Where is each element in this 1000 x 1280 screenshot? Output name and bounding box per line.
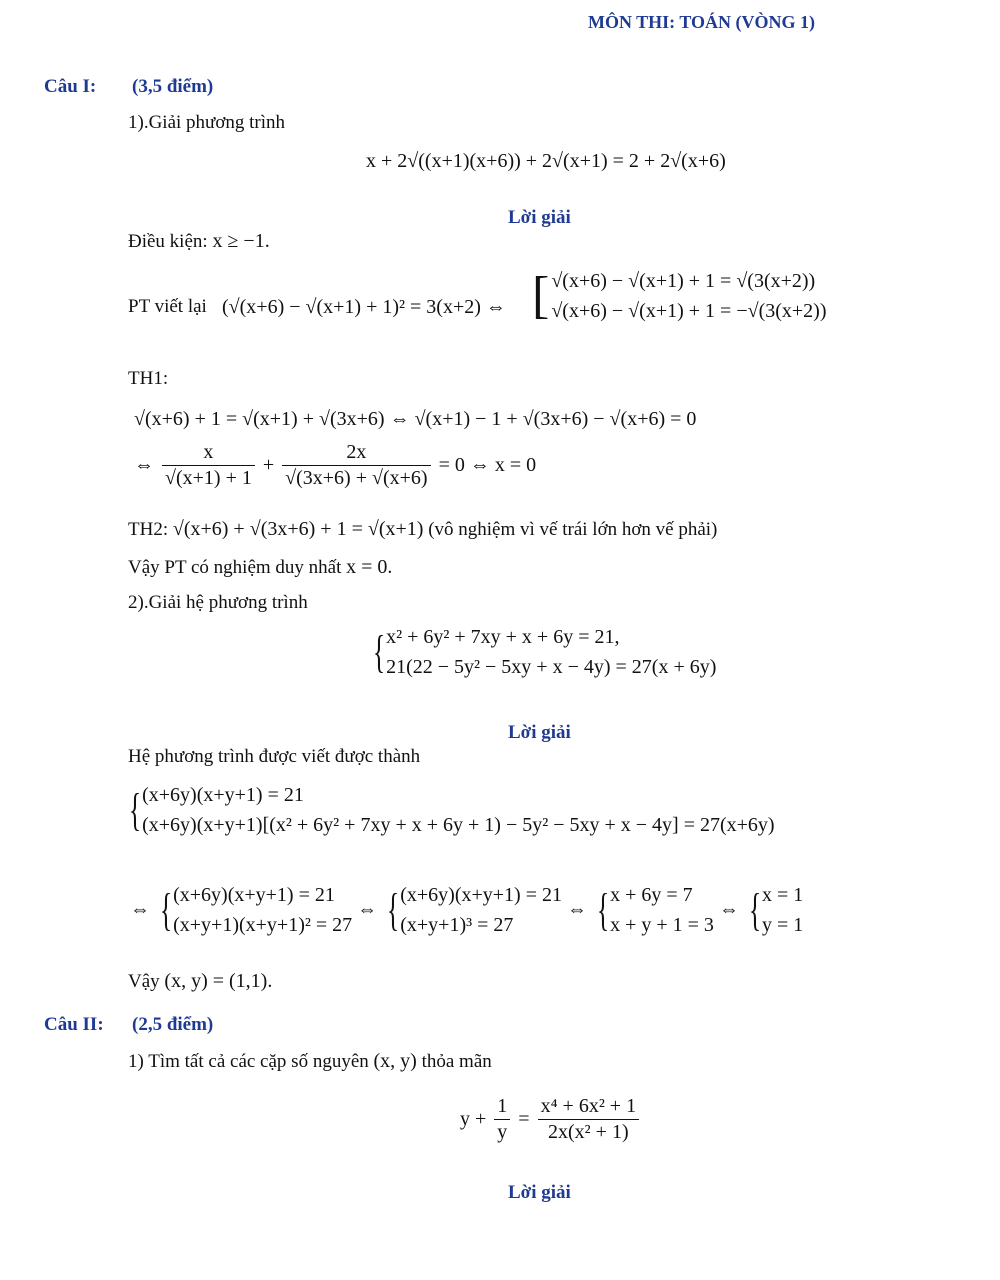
system-b: { (x+6y)(x+y+1) = 21 (x+y+1)(x+y+1)² = 27: [155, 880, 352, 940]
case-split: [532, 266, 827, 326]
solution-heading: Lời giải: [508, 207, 571, 228]
system-c-eq-1: (x+6y)(x+y+1) = 21: [400, 884, 562, 906]
fraction-denominator: y: [497, 1121, 508, 1143]
fraction-denominator: √(x+1) + 1: [165, 467, 252, 489]
fraction-numerator: x⁴ + 6x² + 1: [538, 1094, 640, 1120]
rewrite-2-text: Hệ phương trình được viết được thành: [128, 746, 421, 767]
left-brace: {: [372, 626, 386, 677]
q2-fraction-2: [538, 1094, 640, 1145]
fraction-numerator: 1: [494, 1094, 510, 1120]
system-a-eq-2: (x+6y)(x+y+1)[(x² + 6y² + 7xy + x + 6y + 1) − 5y² − 5xy + x − 4y] = 27(x+6y): [142, 814, 775, 836]
rewrite-equation: (√(x+6) − √(x+1) + 1)² = 3(x+2) ⇔: [222, 296, 506, 318]
system-d-eq-1: x + 6y = 7: [610, 884, 693, 906]
system-e-eq-2: y = 1: [762, 914, 804, 936]
conclusion-2-math: (x, y) = (1,1).: [164, 970, 273, 992]
fraction-numerator: 2x: [282, 440, 430, 466]
question-1-points: (3,5 điểm): [132, 76, 214, 97]
system-e-eq-1: x = 1: [762, 884, 804, 906]
conclusion-2: [128, 970, 272, 993]
condition-text: Điều kiện:: [128, 231, 208, 252]
fraction-denominator: 2x(x² + 1): [548, 1121, 629, 1143]
system-c: { (x+6y)(x+y+1) = 21 (x+y+1)³ = 27: [382, 880, 562, 940]
th1-line1: √(x+6) + 1 = √(x+1) + √(3x+6) ⇔ √(x+1) − 1 + √(3x+6) − √(x+6) = 0: [134, 408, 697, 430]
condition-math: x ≥ −1.: [212, 230, 270, 252]
th1-result: = 0 ⇔ x = 0: [438, 454, 537, 476]
q2-part-1-title: [128, 1050, 492, 1073]
conclusion-1-text: Vậy PT có nghiệm duy nhất: [128, 557, 342, 578]
th1-label: TH1:: [128, 368, 169, 389]
case-b: √(x+6) − √(x+1) + 1 = −√(3(x+2)): [551, 300, 827, 322]
system-eq-2: 21(22 − 5y² − 5xy + x − 4y) = 27(x + 6y): [386, 656, 717, 678]
q2-title-a: 1) Tìm tất cả các cặp số nguyên: [128, 1051, 369, 1072]
part-1-title: 1).Giải phương trình: [128, 112, 286, 133]
system-b-eq-1: (x+6y)(x+y+1) = 21: [173, 884, 335, 906]
th1-fraction-2: [282, 440, 430, 491]
question-2-label: Câu II:: [44, 1014, 104, 1035]
th2-equation: √(x+6) + √(3x+6) + 1 = √(x+1): [172, 518, 424, 540]
th1-line2: ⇔ $\frac{x}{√(x+1) + 1}$ + $\frac{2x}{√(3x+6) + √(x+6)}$ = 0 ⇔ x = 0: [134, 441, 537, 489]
conclusion-1: [128, 556, 392, 579]
exam-title: MÔN THI: TOÁN (VÒNG 1): [588, 12, 816, 32]
q2-title-b: thỏa mãn: [421, 1051, 492, 1072]
system-eq-1: x² + 6y² + 7xy + x + 6y = 21,: [386, 626, 620, 648]
fraction-denominator: √(3x+6) + √(x+6): [285, 467, 428, 489]
rewrite-text: PT viết lại: [128, 296, 207, 317]
system-e: { x = 1 y = 1: [744, 880, 803, 940]
q2-equation: y + $\frac{1}{y}$ = $\frac{\text{x⁴ + 6x² + 1}}{\text{2x(x² + 1)}}$: [460, 1094, 642, 1145]
system-a: [124, 780, 775, 840]
q2-fraction-1: [494, 1094, 510, 1145]
q2-lhs: y +: [460, 1108, 487, 1130]
question-1-label: Câu I:: [44, 76, 97, 97]
system-c-eq-2: (x+y+1)³ = 27: [400, 914, 514, 936]
th2-label: TH2:: [128, 519, 169, 540]
th1-fraction-1: [162, 440, 255, 491]
q2-title-math: (x, y): [373, 1050, 417, 1072]
th2-note: (vô nghiệm vì vế trái lớn hơn vế phải): [428, 519, 718, 540]
solution-heading-3: Lời giải: [508, 1182, 571, 1203]
part-2-title: 2).Giải hệ phương trình: [128, 592, 308, 613]
part-1-equation: x + 2√((x+1)(x+6)) + 2√(x+1) = 2 + 2√(x+6): [366, 150, 726, 172]
part-2-system: [368, 622, 716, 682]
system-a-eq-1: (x+6y)(x+y+1) = 21: [142, 784, 304, 806]
system-b-eq-2: (x+y+1)(x+y+1)² = 27: [173, 914, 353, 936]
case-a: √(x+6) − √(x+1) + 1 = √(3(x+2)): [551, 270, 816, 292]
system-chain: ⇔ { (x+6y)(x+y+1) = 21 (x+y+1)(x+y+1)² = 27 ⇔ { (x+6y)(x+y+1) = 21 (x+y+1)³ = 27 ⇔ { x + 6y = 7 x + y + 1 = 3 ⇔ { x = 1 y = 1: [130, 880, 803, 940]
conclusion-1-math: x = 0.: [346, 556, 393, 578]
fraction-numerator: x: [162, 440, 255, 466]
question-2-points: (2,5 điểm): [132, 1014, 214, 1035]
solution-heading-2: Lời giải: [508, 722, 571, 743]
th2-line: [128, 518, 717, 541]
left-brace: {: [128, 784, 142, 835]
left-bracket: [: [532, 267, 550, 324]
condition-line: [128, 230, 270, 253]
system-d-eq-2: x + y + 1 = 3: [610, 914, 714, 936]
system-d: { x + 6y = 7 x + y + 1 = 3: [592, 880, 714, 940]
conclusion-2-text: Vậy: [128, 971, 160, 992]
